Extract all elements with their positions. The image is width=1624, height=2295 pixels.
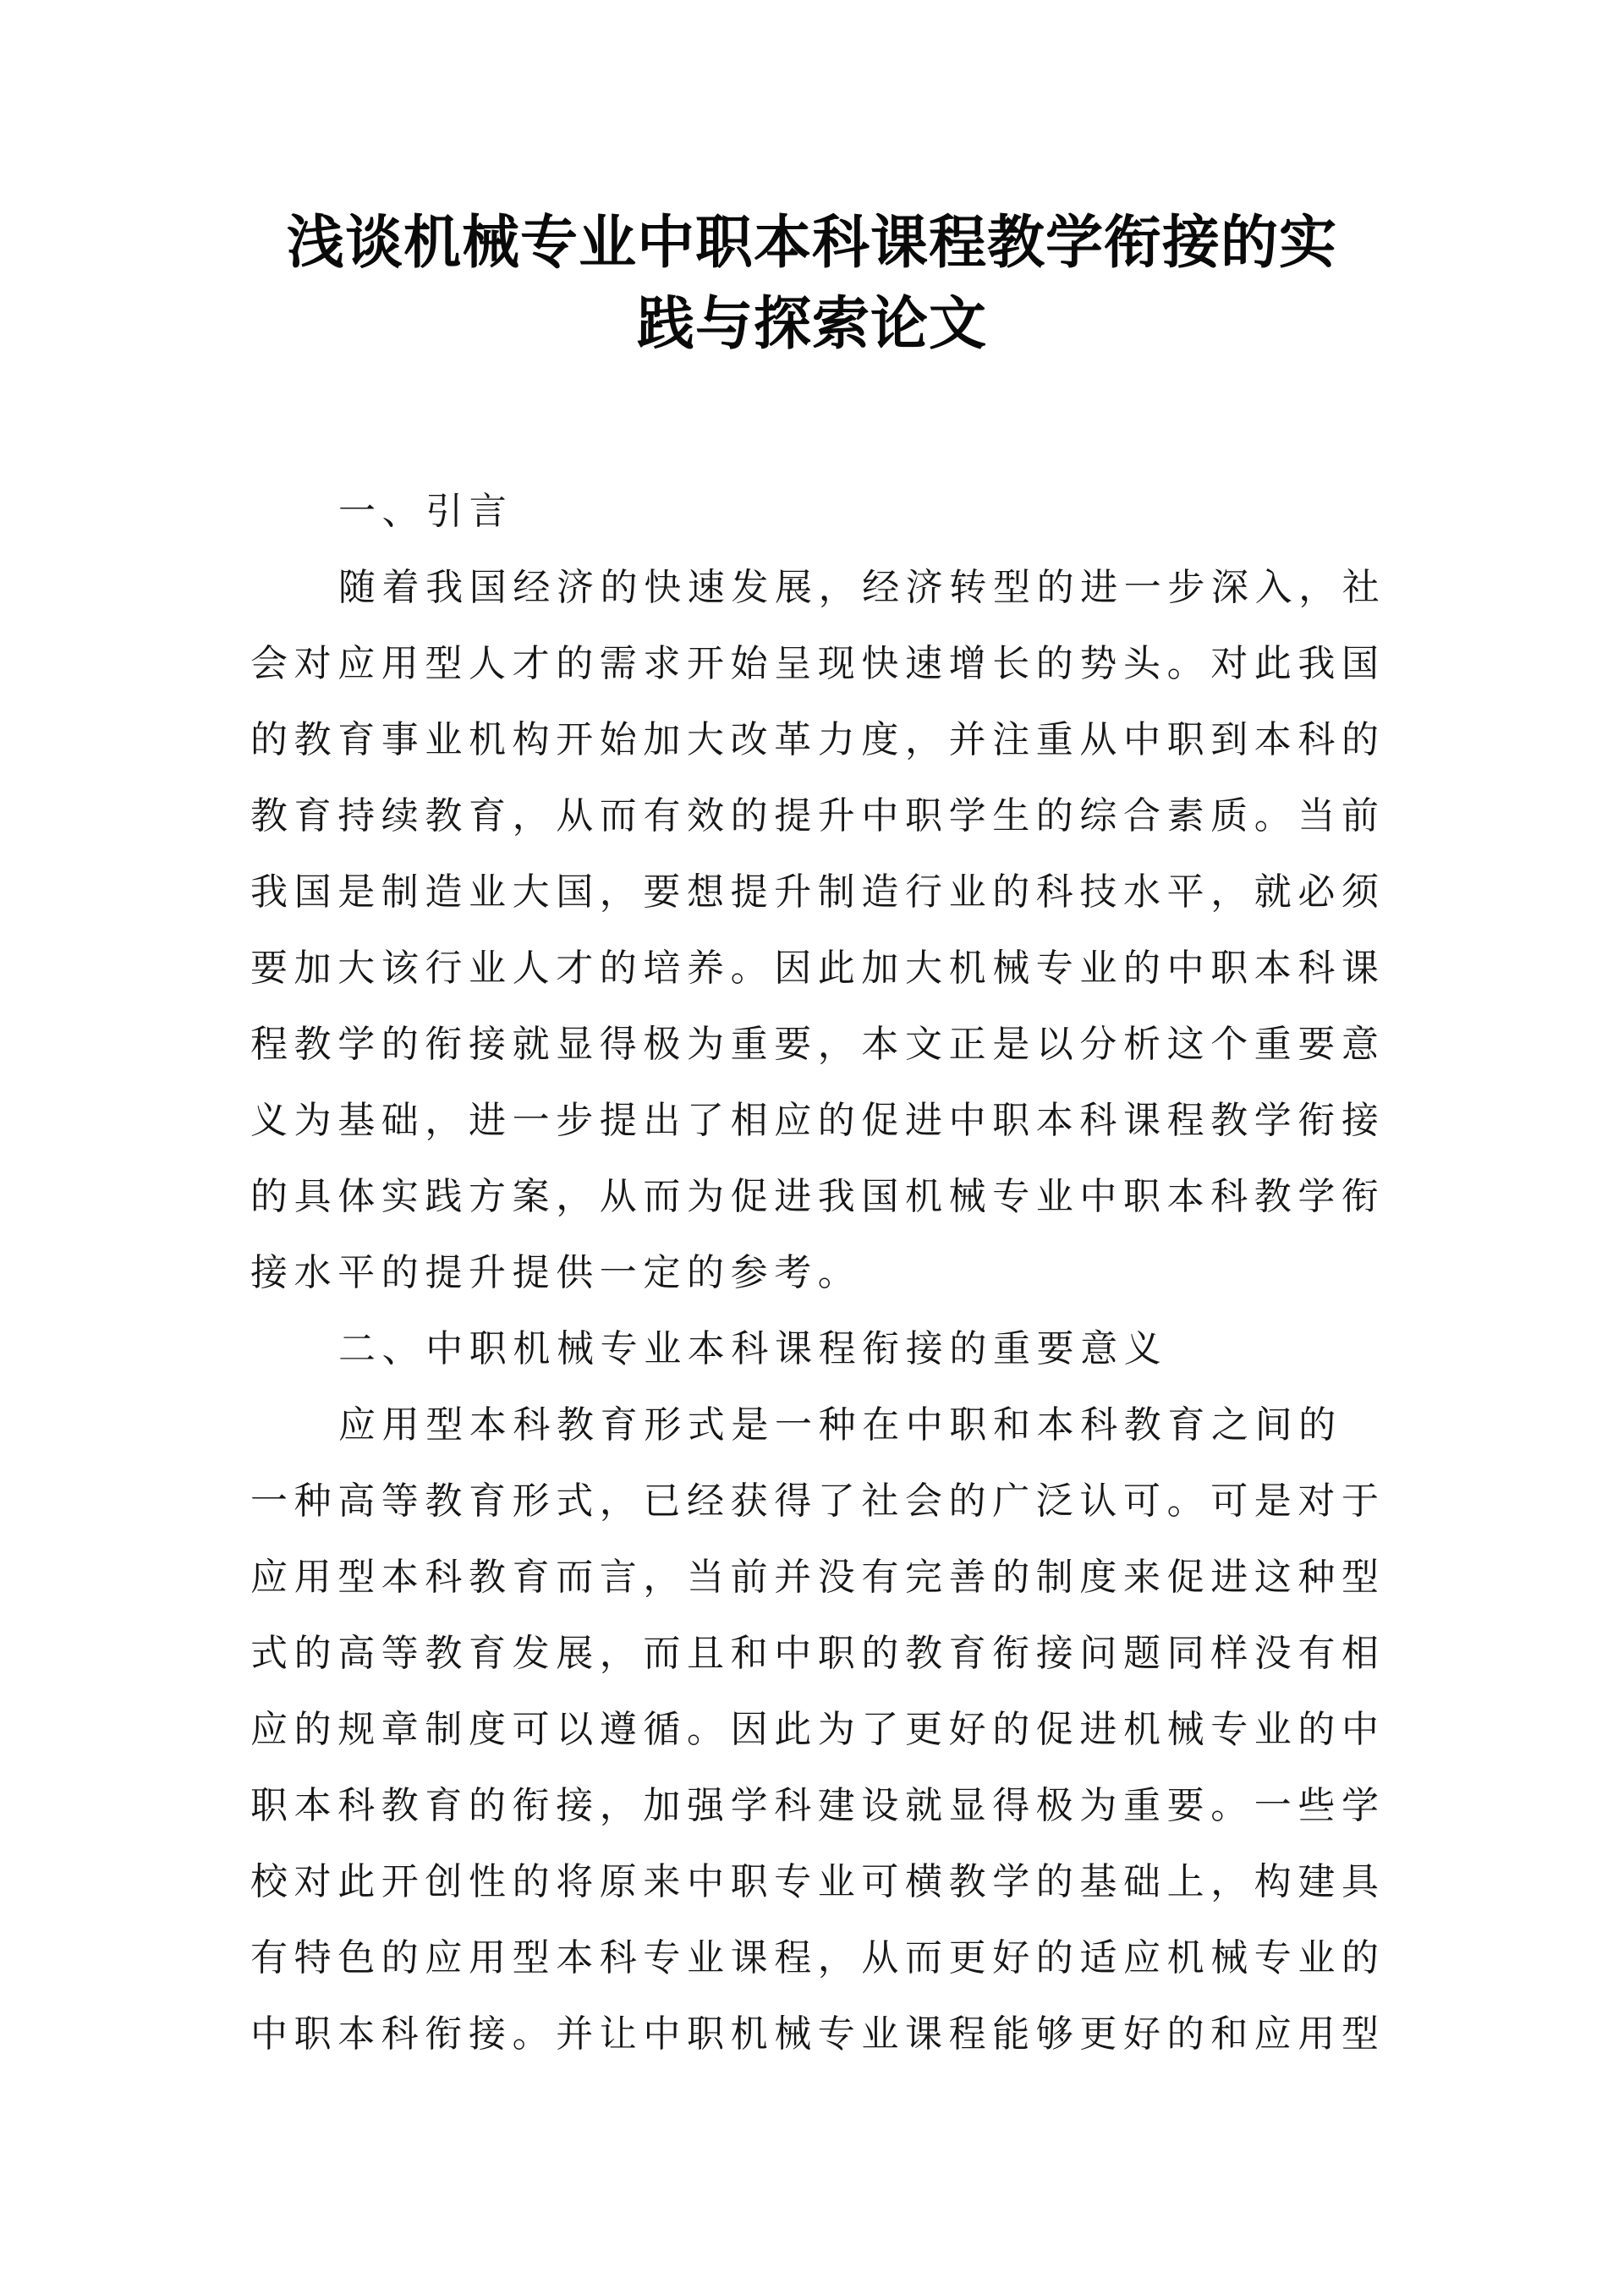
paragraph-line: 教育持续教育，从而有效的提升中职学生的综合素质。当前	[250, 794, 1385, 837]
section-heading: 一、引言	[338, 490, 513, 533]
paragraph-line: 接水平的提升提供一定的参考。	[250, 1251, 862, 1294]
paragraph-line: 应用型本科教育而言，当前并没有完善的制度来促进这种型	[250, 1556, 1385, 1599]
paragraph-line: 职本科教育的衔接，加强学科建设就显得极为重要。一些学	[250, 1784, 1385, 1827]
document-title	[0, 203, 1624, 365]
paragraph-line: 程教学的衔接就显得极为重要，本文正是以分析这个重要意	[250, 1023, 1385, 1066]
paragraph-line: 校对此开创性的将原来中职专业可横教学的基础上，构建具	[250, 1860, 1385, 1903]
document-body	[250, 474, 1392, 2073]
paragraph-line: 一种高等教育形式，已经获得了社会的广泛认可。可是对于	[250, 1480, 1385, 1523]
title-line: 践与探索论文	[636, 291, 987, 358]
paragraph-line: 有特色的应用型本科专业课程，从而更好的适应机械专业的	[250, 1936, 1385, 1979]
paragraph-line: 中职本科衔接。并让中职机械专业课程能够更好的和应用型	[250, 2012, 1385, 2056]
paragraph-line: 义为基础，进一步提出了相应的促进中职本科课程教学衔接	[250, 1099, 1385, 1142]
paragraph-line: 我国是制造业大国，要想提升制造行业的科技水平，就必须	[250, 870, 1385, 914]
paragraph-line: 应用型本科教育形式是一种在中职和本科教育之间的	[338, 1403, 1342, 1447]
paragraph-line: 的具体实践方案，从而为促进我国机械专业中职本科教学衔	[250, 1175, 1385, 1218]
paragraph-line: 随着我国经济的快速发展，经济转型的进一步深入，社	[338, 566, 1386, 609]
section-heading: 二、中职机械专业本科课程衔接的重要意义	[338, 1327, 1168, 1370]
title-line: 浅谈机械专业中职本科课程教学衔接的实	[286, 210, 1337, 277]
paragraph-line: 会对应用型人才的需求开始呈现快速增长的势头。对此我国	[250, 642, 1385, 685]
paragraph-line: 要加大该行业人才的培养。因此加大机械专业的中职本科课	[250, 947, 1385, 990]
paragraph-line: 应的规章制度可以遵循。因此为了更好的促进机械专业的中	[250, 1708, 1385, 1751]
paragraph-line: 的教育事业机构开始加大改革力度，并注重从中职到本科的	[250, 718, 1385, 761]
paragraph-line: 式的高等教育发展，而且和中职的教育衔接问题同样没有相	[250, 1632, 1385, 1675]
